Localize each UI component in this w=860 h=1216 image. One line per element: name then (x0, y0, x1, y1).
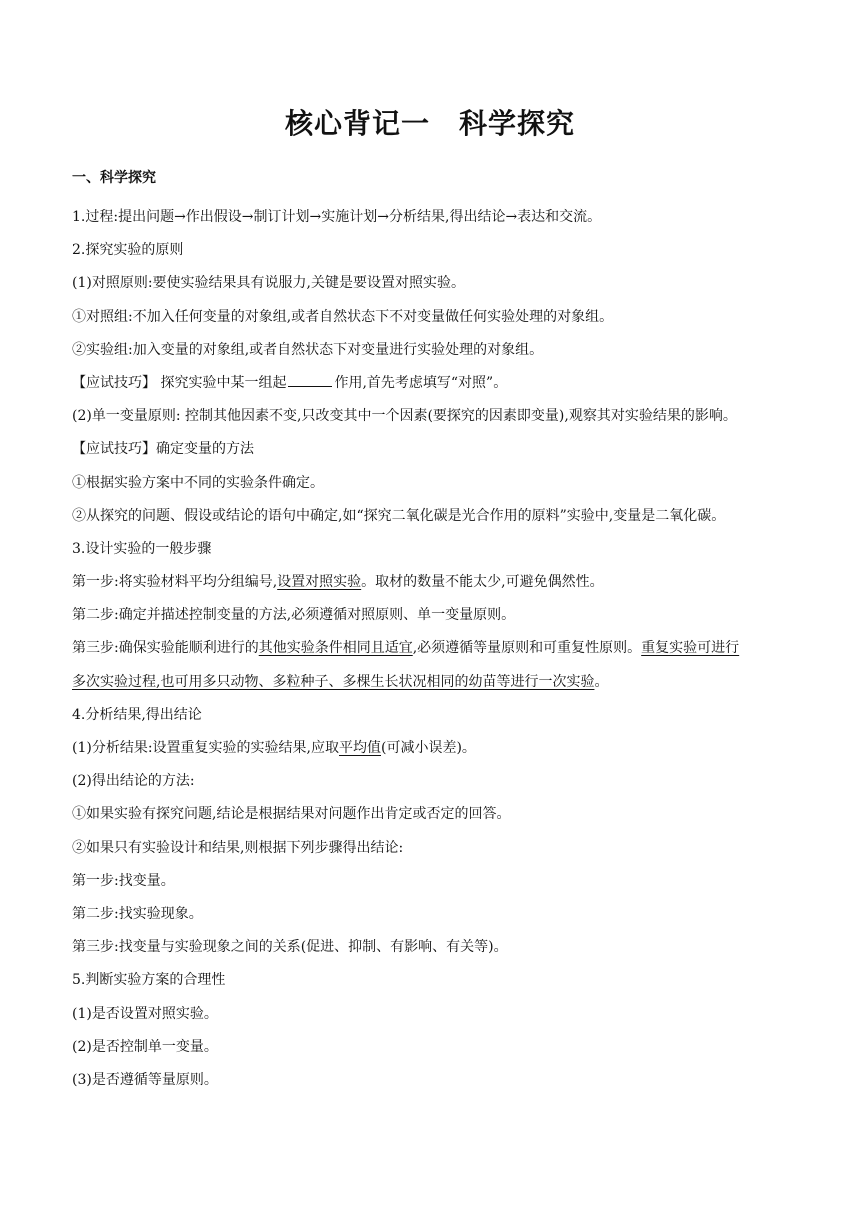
paragraph-conclusion-2: ②如果只有实验设计和结果,则根据下列步骤得出结论: (72, 839, 404, 856)
paragraph-check-equal-quantity: (3)是否遵循等量原则。 (72, 1071, 218, 1088)
step-1-text: 第一步:将实验材料平均分组编号, (72, 574, 278, 591)
analyze-text: (1)分析结果:设置重复实验的实验结果,应取 (72, 740, 339, 756)
paragraph-control-principle: (1)对照原则:要使实验结果具有说服力,关键是要设置对照实验。 (72, 275, 465, 292)
paragraph-design-heading: 3.设计实验的一般步骤 (72, 540, 212, 557)
paragraph-find-phenomenon: 第二步:找实验现象。 (72, 905, 203, 922)
exam-tip-1-text-end: 作用,首先考虑填写“对照”。 (334, 374, 508, 391)
paragraph-analysis-heading: 4.分析结果,得出结论 (72, 706, 202, 723)
underlined-key-phrase: 重复实验可进行 (641, 640, 740, 657)
paragraph-step-1 (72, 568, 796, 601)
paragraph-step-3 (72, 634, 796, 667)
step-3-cont-end: 。 (594, 673, 609, 690)
page-title: 核心背记一 科学探究 (284, 107, 575, 140)
document-body (72, 203, 796, 1099)
step-3-text-mid: ,必须遵循等量原则和可重复性原则。 (412, 640, 642, 657)
paragraph-find-relation: 第三步:找变量与实验现象之间的关系(促进、抑制、有影响、有关等)。 (72, 939, 508, 956)
paragraph-exam-tip-1 (72, 369, 796, 402)
paragraph-conclusion-method: (2)得出结论的方法: (72, 773, 195, 790)
paragraph-check-single-variable: (2)是否控制单一变量。 (72, 1038, 218, 1055)
underlined-key-phrase: 多次实验过程,也可用多只动物、多粒种子、多棵生长状况相同的幼苗等进行一次实验 (72, 673, 595, 690)
step-3-text: 第三步:确保实验能顺利进行的 (72, 640, 259, 657)
paragraph-variable-method-1: ①根据实验方案中不同的实验条件确定。 (72, 474, 324, 491)
underlined-key-phrase: 平均值 (339, 740, 381, 756)
paragraph-rationality-heading: 5.判断实验方案的合理性 (72, 972, 226, 989)
paragraph-process: 1.过程:提出问题→作出假设→制订计划→实施计划→分析结果,得出结论→表达和交流。 (72, 209, 602, 225)
underlined-key-phrase: 其他实验条件相同且适宜 (258, 640, 413, 657)
paragraph-exam-tip-2: 【应试技巧】确定变量的方法 (72, 441, 254, 458)
section-heading: 一、科学探究 (72, 170, 156, 186)
analyze-text-end: (可减小误差)。 (381, 740, 476, 756)
paragraph-experimental-group: ②实验组:加入变量的对象组,或者自然状态下对变量进行实验处理的对象组。 (72, 341, 544, 358)
paragraph-step-2: 第二步:确定并描述控制变量的方法,必须遵循对照原则、单一变量原则。 (72, 607, 516, 624)
paragraph-control-group: ①对照组:不加入任何变量的对象组,或者自然状态下不对变量做任何实验处理的对象组。 (72, 308, 614, 325)
paragraph-find-variable: 第一步:找变量。 (72, 872, 175, 889)
fill-in-blank (288, 385, 332, 387)
underlined-key-phrase: 设置对照实验 (277, 574, 362, 591)
paragraph-conclusion-1: ①如果实验有探究问题,结论是根据结果对问题作出肯定或否定的回答。 (72, 806, 511, 823)
paragraph-single-variable: (2)单一变量原则: 控制其他因素不变,只改变其中一个因素(要探究的因素即变量),观察其对实验结果的影响。 (72, 408, 737, 425)
step-1-text-end: 。取材的数量不能太少,可避免偶然性。 (361, 574, 604, 591)
paragraph-principles-heading: 2.探究实验的原则 (72, 242, 184, 259)
paragraph-analyze-results (72, 734, 796, 767)
paragraph-check-control: (1)是否设置对照实验。 (72, 1005, 218, 1022)
exam-tip-1-text: 【应试技巧】 探究实验中某一组起 (72, 374, 287, 391)
paragraph-variable-method-2: ②从探究的问题、假设或结论的语句中确定,如“探究二氧化碳是光合作用的原料”实验中,变量是二氧化碳。 (72, 507, 726, 524)
paragraph-step-3-cont (72, 668, 796, 701)
